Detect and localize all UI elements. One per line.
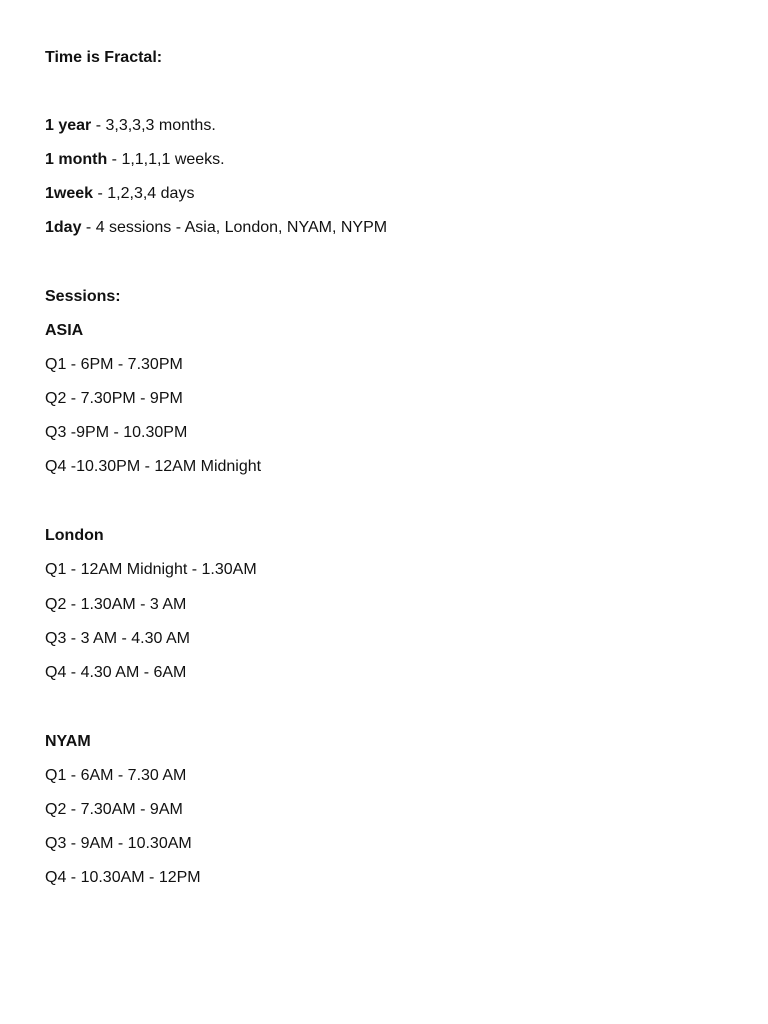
fractal-day-label: 1day: [45, 219, 82, 236]
document-title: Time is Fractal:: [45, 49, 163, 66]
nyam-heading: NYAM: [45, 733, 91, 750]
nyam-q3: Q3 - 9AM - 10.30AM: [45, 835, 192, 852]
asia-q2: Q2 - 7.30PM - 9PM: [45, 390, 183, 407]
london-q4: Q4 - 4.30 AM - 6AM: [45, 664, 187, 681]
fractal-year-line: [45, 116, 216, 136]
fractal-month-line: [45, 150, 225, 170]
fractal-month-label: 1 month: [45, 151, 108, 168]
fractal-week-line: [45, 184, 194, 204]
fractal-week-label: 1week: [45, 185, 94, 202]
london-q1: Q1 - 12AM Midnight - 1.30AM: [45, 561, 257, 578]
london-q3: Q3 - 3 AM - 4.30 AM: [45, 630, 190, 647]
london-heading: London: [45, 527, 104, 544]
asia-heading: ASIA: [45, 322, 84, 339]
sessions-heading: Sessions:: [45, 288, 121, 305]
nyam-q4: Q4 - 10.30AM - 12PM: [45, 869, 201, 886]
nyam-q1: Q1 - 6AM - 7.30 AM: [45, 767, 187, 784]
fractal-month-text: - 1,1,1,1 weeks.: [107, 151, 225, 168]
fractal-day-text: - 4 sessions - Asia, London, NYAM, NYPM: [81, 219, 388, 236]
asia-q1: Q1 - 6PM - 7.30PM: [45, 356, 183, 373]
fractal-day-line: [45, 218, 387, 238]
asia-q4: Q4 -10.30PM - 12AM Midnight: [45, 458, 262, 475]
fractal-year-text: - 3,3,3,3 months.: [91, 117, 216, 134]
fractal-year-label: 1 year: [45, 117, 92, 134]
london-q2: Q2 - 1.30AM - 3 AM: [45, 596, 187, 613]
fractal-week-text: - 1,2,3,4 days: [93, 185, 195, 202]
nyam-q2: Q2 - 7.30AM - 9AM: [45, 801, 183, 818]
asia-q3: Q3 -9PM - 10.30PM: [45, 424, 188, 441]
